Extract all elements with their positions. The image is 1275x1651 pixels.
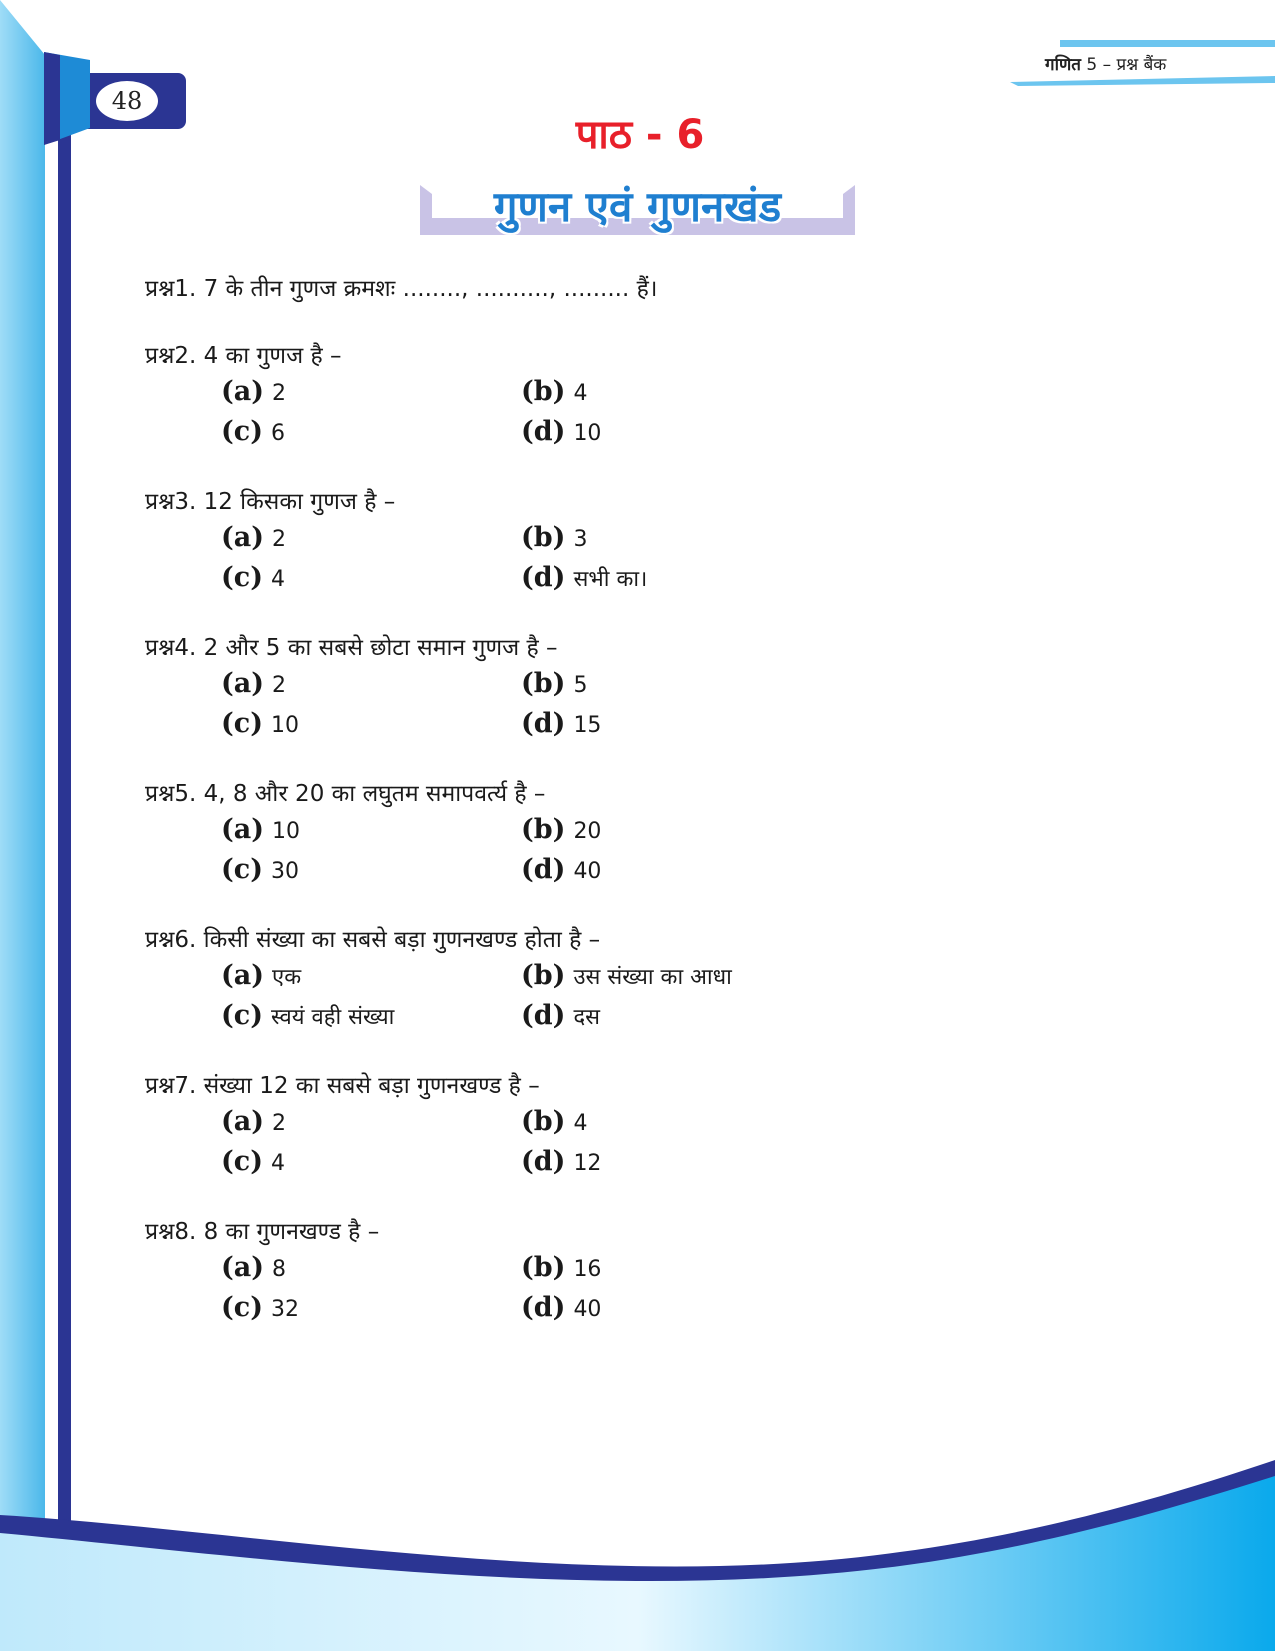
option-letter: (a) xyxy=(221,960,265,991)
option-letter: (c) xyxy=(221,1292,263,1323)
option-letter: (d) xyxy=(521,416,566,447)
question-line xyxy=(145,777,1045,811)
option-letter: (b) xyxy=(521,522,566,553)
option-2 xyxy=(521,521,841,557)
option-letter: (b) xyxy=(521,1252,566,1283)
option-text: उस संख्या का आधा xyxy=(573,965,732,990)
option-letter: (d) xyxy=(521,854,566,885)
option-1 xyxy=(221,375,521,411)
question-number: प्रश्न8. xyxy=(145,1219,197,1245)
option-letter: (b) xyxy=(521,376,566,407)
option-4 xyxy=(521,853,841,889)
options-grid xyxy=(221,521,841,597)
chapter-title: गुणन एवं गुणनखंड xyxy=(493,182,782,231)
option-text: 10 xyxy=(272,819,301,844)
option-1 xyxy=(221,959,521,995)
question-number: प्रश्न6. xyxy=(145,927,197,953)
option-text: 6 xyxy=(271,421,285,446)
subject-label: गणित xyxy=(1045,55,1081,75)
question-7 xyxy=(145,1069,1045,1181)
option-text: 5 xyxy=(573,673,588,698)
option-2 xyxy=(521,667,841,703)
option-4 xyxy=(521,415,841,451)
option-1 xyxy=(221,1251,521,1287)
question-5 xyxy=(145,777,1045,889)
option-letter: (d) xyxy=(521,1292,566,1323)
option-letter: (a) xyxy=(221,1252,265,1283)
question-text: किसी संख्या का सबसे बड़ा गुणनखण्ड होता है – xyxy=(203,927,601,953)
question-line xyxy=(145,1069,1045,1103)
option-text: 8 xyxy=(272,1257,287,1282)
options-grid xyxy=(221,1251,841,1327)
question-line xyxy=(145,923,1045,957)
option-letter: (d) xyxy=(521,708,566,739)
option-text: 2 xyxy=(272,527,287,552)
option-3 xyxy=(221,1291,521,1327)
question-line xyxy=(145,339,1045,373)
option-letter: (c) xyxy=(221,416,263,447)
option-letter: (b) xyxy=(521,1106,566,1137)
question-line xyxy=(145,631,1045,665)
option-text: एक xyxy=(272,965,302,990)
option-text: 40 xyxy=(573,859,602,884)
question-text: 7 के तीन गुणज क्रमशः ........, .........., ......... हैं। xyxy=(203,276,658,302)
option-letter: (b) xyxy=(521,668,566,699)
question-number: प्रश्न1. xyxy=(145,276,197,302)
option-3 xyxy=(221,561,521,597)
option-1 xyxy=(221,667,521,703)
option-text: 32 xyxy=(271,1297,299,1322)
question-number: प्रश्न2. xyxy=(145,343,197,369)
option-letter: (a) xyxy=(221,522,265,553)
option-letter: (c) xyxy=(221,562,263,593)
question-2 xyxy=(145,339,1045,451)
question-6 xyxy=(145,923,1045,1035)
lesson-label: पाठ - 6 xyxy=(575,112,705,158)
book-label: 5 – प्रश्न बैंक xyxy=(1086,55,1167,75)
question-number: प्रश्न7. xyxy=(145,1073,197,1099)
options-grid xyxy=(221,1105,841,1181)
options-grid xyxy=(221,375,841,451)
options-grid xyxy=(221,959,841,1035)
options-grid xyxy=(221,667,841,743)
question-line xyxy=(145,485,1045,519)
option-4 xyxy=(521,707,841,743)
question-text: 8 का गुणनखण्ड है – xyxy=(203,1219,380,1245)
options-grid xyxy=(221,813,841,889)
navy-stripe xyxy=(58,130,71,1530)
option-4 xyxy=(521,999,841,1035)
option-2 xyxy=(521,1105,841,1141)
option-text: 2 xyxy=(272,673,287,698)
option-letter: (a) xyxy=(221,814,265,845)
option-text: दस xyxy=(573,1005,600,1030)
question-text: 12 किसका गुणज है – xyxy=(203,489,396,515)
option-1 xyxy=(221,813,521,849)
option-4 xyxy=(521,561,841,597)
option-4 xyxy=(521,1291,841,1327)
option-text: 15 xyxy=(573,713,602,738)
option-letter: (c) xyxy=(221,854,263,885)
option-3 xyxy=(221,1145,521,1181)
question-text: संख्या 12 का सबसे बड़ा गुणनखण्ड है – xyxy=(203,1073,540,1099)
question-number: प्रश्न5. xyxy=(145,781,197,807)
option-text: 12 xyxy=(573,1151,602,1176)
bottom-wave xyxy=(0,1470,1275,1651)
option-2 xyxy=(521,1251,841,1287)
option-2 xyxy=(521,375,841,411)
question-line xyxy=(145,272,1045,306)
option-text: 30 xyxy=(271,859,299,884)
option-text: 4 xyxy=(271,1151,285,1176)
option-letter: (c) xyxy=(221,708,263,739)
option-text: 16 xyxy=(573,1257,602,1282)
option-letter: (d) xyxy=(521,1146,566,1177)
option-letter: (c) xyxy=(221,1146,263,1177)
option-text: 2 xyxy=(272,1111,287,1136)
question-3 xyxy=(145,485,1045,597)
option-text: सभी का। xyxy=(573,567,648,592)
option-text: 10 xyxy=(271,713,299,738)
option-letter: (c) xyxy=(221,1000,263,1031)
option-letter: (b) xyxy=(521,814,566,845)
option-text: 40 xyxy=(573,1297,602,1322)
question-text: 4 का गुणज है – xyxy=(203,343,342,369)
option-3 xyxy=(221,415,521,451)
question-line xyxy=(145,1215,1045,1249)
option-text: 10 xyxy=(573,421,602,446)
chapter-banner xyxy=(420,180,855,235)
option-letter: (a) xyxy=(221,1106,265,1137)
option-letter: (a) xyxy=(221,376,265,407)
option-2 xyxy=(521,959,841,995)
option-text: 4 xyxy=(573,381,588,406)
question-4 xyxy=(145,631,1045,743)
question-text: 2 और 5 का सबसे छोटा समान गुणज है – xyxy=(203,635,558,661)
option-1 xyxy=(221,1105,521,1141)
option-text: 4 xyxy=(271,567,285,592)
option-3 xyxy=(221,853,521,889)
option-text: 20 xyxy=(573,819,602,844)
question-1 xyxy=(145,272,1045,306)
option-1 xyxy=(221,521,521,557)
option-text: 2 xyxy=(272,381,287,406)
option-4 xyxy=(521,1145,841,1181)
running-header xyxy=(1045,52,1245,76)
option-3 xyxy=(221,707,521,743)
question-number: प्रश्न3. xyxy=(145,489,197,515)
option-3 xyxy=(221,999,521,1035)
left-band xyxy=(0,0,45,1651)
page-number: 48 xyxy=(96,81,158,121)
question-number: प्रश्न4. xyxy=(145,635,197,661)
option-text: 4 xyxy=(573,1111,588,1136)
question-8 xyxy=(145,1215,1045,1327)
option-text: स्वयं वही संख्या xyxy=(271,1005,395,1030)
option-2 xyxy=(521,813,841,849)
option-letter: (d) xyxy=(521,1000,566,1031)
option-letter: (a) xyxy=(221,668,265,699)
question-text: 4, 8 और 20 का लघुतम समापवर्त्य है – xyxy=(203,781,546,807)
option-letter: (b) xyxy=(521,960,566,991)
option-text: 3 xyxy=(573,527,588,552)
option-letter: (d) xyxy=(521,562,566,593)
